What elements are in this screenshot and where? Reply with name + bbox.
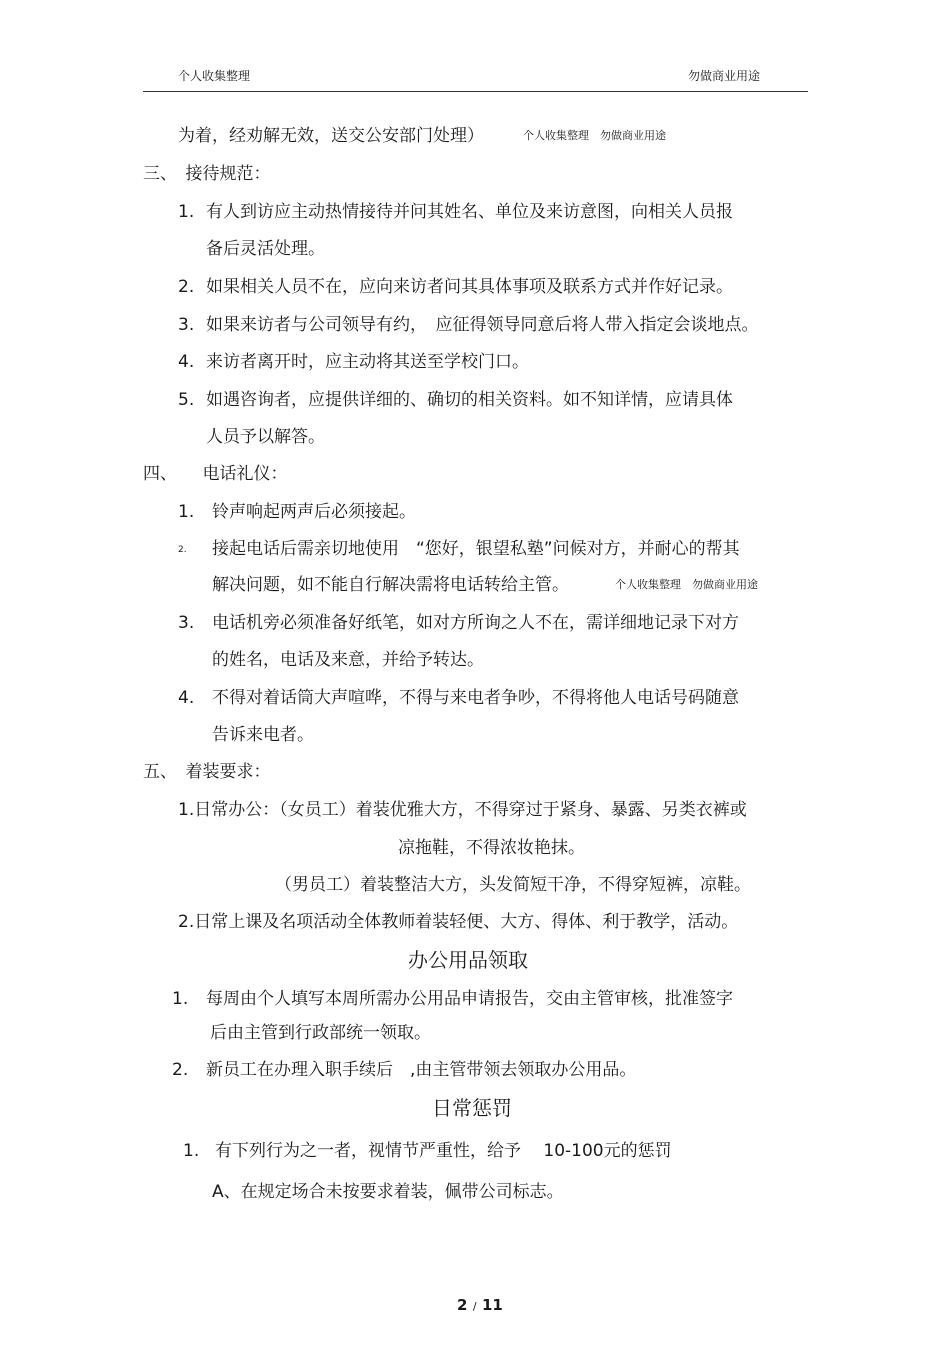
header-rule [143,91,808,92]
heading-office-supplies: 办公用品领取 [408,948,528,972]
list-item: 电话机旁必须准备好纸笔，如对方所询之人不在，需详细地记录下对方 [212,613,739,633]
list-item: 接起电话后需亲切地使用 “您好，银望私塾”问候对方，并耐心的帮其 [212,539,740,559]
list-item-cont: 告诉来电者。 [212,725,314,745]
page-current: 2 [457,1296,468,1314]
list-item: 有下列行为之一者，视情节严重性，给予 10-100元的惩罚 [215,1141,672,1161]
watermark-note: 个人收集整理 勿做商业用途 [615,578,758,591]
list-item: 有人到访应主动热情接待并问其姓名、单位及来访意图，向相关人员报 [206,202,733,222]
list-number: 3. [178,315,195,335]
list-item: 如果相关人员不在，应向来访者问其具体事项及联系方式并作好记录。 [206,277,733,297]
list-item: 来访者离开时，应主动将其送至学校门口。 [206,352,529,372]
dress-rule-male: （男员工）着装整洁大方，头发简短干净，不得穿短裤，凉鞋。 [275,875,751,895]
list-item: 每周由个人填写本周所需办公用品申请报告，交由主管审核，批准签字 [206,989,733,1009]
dress-rule: 1.日常办公：（女员工）着装优雅大方，不得穿过于紧身、暴露、另类衣裤或 [178,800,747,820]
list-item: 新员工在办理入职手续后 ,由主管带领去领取办公用品。 [206,1060,637,1080]
watermark-note: 个人收集整理 勿做商业用途 [523,129,666,142]
dress-rule: 2.日常上课及名项活动全体教师着装轻便、大方、得体、利于教学，活动。 [178,912,739,932]
list-item-cont: 的姓名，电话及来意，并给予转达。 [212,650,484,670]
list-item-cont: 人员予以解答。 [206,427,325,447]
list-item: 不得对着话筒大声喧哗，不得与来电者争吵，不得将他人电话号码随意 [212,688,739,708]
list-number: 4. [178,688,195,708]
page-separator: / [472,1300,477,1313]
dress-rule-cont: 凉拖鞋，不得浓妆艳抹。 [398,838,585,858]
list-item: 如遇咨询者，应提供详细的、确切的相关资料。如不知详情，应请具体 [206,390,733,410]
page-number [457,1294,503,1318]
list-item-cont: 备后灵活处理。 [206,239,325,259]
list-number: 2. [178,277,195,297]
page-total: 11 [481,1296,503,1314]
list-number: 3. [178,613,195,633]
list-number: 1. [178,202,195,222]
list-item: 如果来访者与公司领导有约， 应征得领导同意后将人带入指定会谈地点。 [206,315,759,335]
list-item: 铃声响起两声后必须接起。 [212,502,416,522]
section-heading: 五、 着装要求： [143,762,271,782]
sub-item: A、在规定场合未按要求着装，佩带公司标志。 [212,1182,564,1202]
list-number: 1. [178,502,195,522]
list-item-cont: 解决问题，如不能自行解决需将电话转给主管。 [212,575,569,595]
header-left: 个人收集整理 [178,69,251,83]
list-item-cont: 后由主管到行政部统一领取。 [210,1023,431,1043]
heading-daily-penalty: 日常惩罚 [432,1096,512,1120]
list-number: 1. [172,989,189,1009]
list-number: 4. [178,352,195,372]
section-heading: 四、 电话礼仪： [143,464,288,484]
list-number: 1. [183,1141,200,1161]
list-number: 2. [178,545,187,555]
section-heading: 三、 接待规范： [143,164,271,184]
text-line: 为着，经劝解无效，送交公安部门处理） [178,126,484,146]
list-number: 2. [172,1060,189,1080]
list-number: 5. [178,390,195,410]
header-right: 勿做商业用途 [688,69,761,83]
